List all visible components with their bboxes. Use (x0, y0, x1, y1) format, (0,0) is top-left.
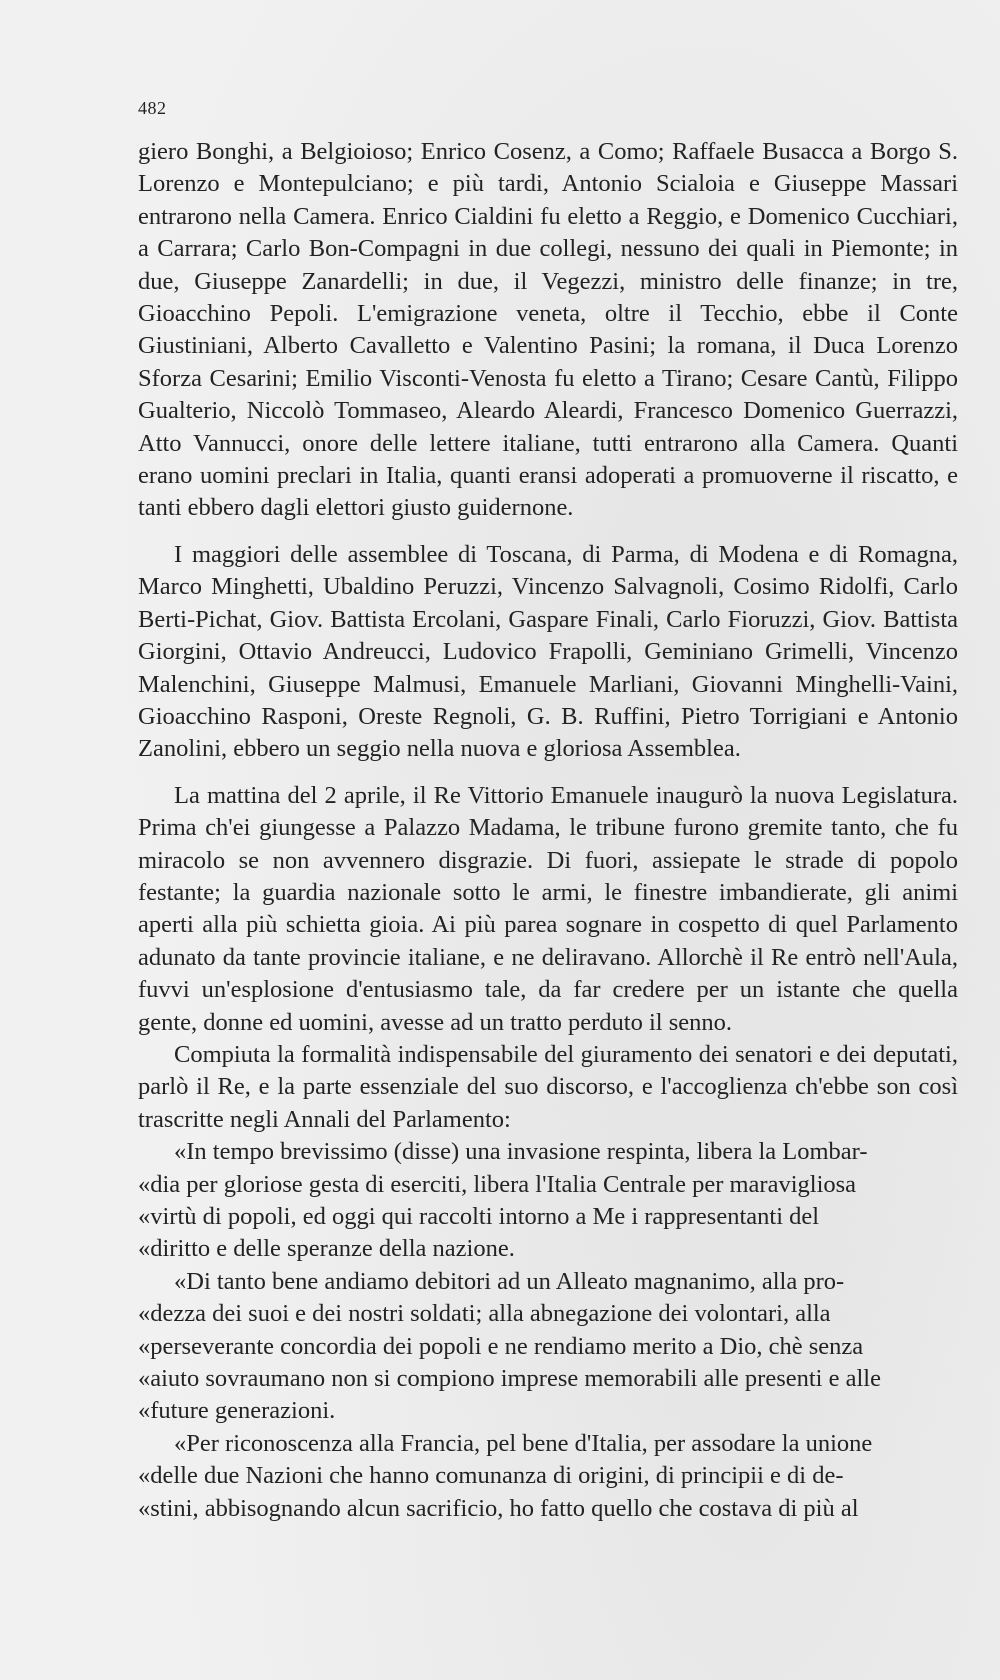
quote-paragraph-2: «Di tanto bene andiamo debitori ad un Alleato magnanimo, alla pro- «dezza dei suoi e dei nostri soldati; alla abnegazione dei volontari, alla «perseverante concordia dei popoli e ne rendiamo merito a Dio, chè senza «aiuto sovraumano non si compiono imprese memorabili alle presenti e alle «future generazioni. (138, 1267, 881, 1425)
paragraph-legislature-opening: La mattina del 2 aprile, il Re Vittorio Emanuele inaugurò la nuova Legislatura. Prima ch'ei giungesse a Palazzo Madama, le tribune furono gremite tanto, che fu miracolo se non avvennero disgrazie. Di fuori, assiepate le strade di popolo festante; la guardia nazionale sotto le armi, le finestre imbandierate, gli animi aperti alla più schietta gioia. Ai più parea sognare in cospetto di quel Parlamento adunato da tante provincie italiane, e ne deliravano. Allorchè il Re entrò nell'Aula, fuvvi un'esplosione d'entusiasmo tale, da far credere per un istante che quella gente, donne ed uomini, avesse ad un tratto perduto il senno. (138, 781, 958, 1036)
quote-paragraph-3: «Per riconoscenza alla Francia, pel bene d'Italia, per assodare la unione «delle due Nazioni che hanno comunanza di origini, di principii e di de- «stini, abbisognando alcun sacrificio, ho fatto quello che costava di più al (138, 1429, 873, 1522)
paragraph-elected-deputies: giero Bonghi, a Belgioioso; Enrico Cosenz, a Como; Raffaele Busacca a Borgo S. Lorenzo e Montepulciano; e più tardi, Antonio Scialoia e Giuseppe Massari entrarono nella Camera. Enrico Cialdini fu eletto a Reggio, e Domenico Cucchiari, a Carrara; Carlo Bon-Compagni in due collegi, nessuno dei quali in Piemonte; in due, Giuseppe Zanardelli; in due, il Vegezzi, ministro delle finanze; in tre, Gioacchino Pepoli. L'emigrazione veneta, oltre il Tecchio, ebbe il Conte Giustiniani, Alberto Cavalletto e Valentino Pasini; la romana, il Duca Lorenzo Sforza Cesarini; Emilio Visconti-Venosta fu eletto a Tirano; Cesare Cantù, Filippo Gualterio, Niccolò Tommaseo, Aleardo Aleardi, Francesco Domenico Guerrazzi, Atto Vannucci, onore delle lettere italiane, tutti entrarono alla Camera. Quanti erano uomini preclari in Italia, quanti eransi adoperati a promuoverne il riscatto, e tanti ebbero dagli elettori giusto guidernone. (138, 138, 958, 522)
paragraph-kings-speech-intro: Compiuta la formalità indispensabile del giuramento dei senatori e dei deputati, parlò il Re, e la parte essenziale del suo discorso, e l'accoglienza ch'ebbe son così trascritte negli Annali del Parlamento: (138, 1040, 958, 1133)
page-number: 482 (138, 98, 167, 118)
quote-paragraph-1: «In tempo brevissimo (disse) una invasione respinta, libera la Lombar- «dia per gloriose gesta di eserciti, libera l'Italia Centrale per maravigliosa «virtù di popoli, ed oggi qui raccolti intorno a Me i rappresentanti del «diritto e delle speranze della nazione. (138, 1138, 868, 1263)
page-body (138, 136, 958, 1525)
paragraph-assembly-leaders: I maggiori delle assemblee di Toscana, di Parma, di Modena e di Romagna, Marco Minghetti, Ubaldino Peruzzi, Vincenzo Salvagnoli, Cosimo Ridolfi, Carlo Berti-Pichat, Giov. Battista Ercolani, Gaspare Finali, Carlo Fioruzzi, Giov. Battista Giorgini, Ottavio Andreucci, Ludovico Frapolli, Geminiano Grimelli, Vincenzo Malenchini, Giuseppe Malmusi, Emanuele Marliani, Giovanni Minghelli-Vaini, Gioacchino Rasponi, Oreste Regnoli, G. B. Ruffini, Pietro Torrigiani e Antonio Zanolini, ebbero un seggio nella nuova e gloriosa Assemblea. (138, 540, 958, 763)
